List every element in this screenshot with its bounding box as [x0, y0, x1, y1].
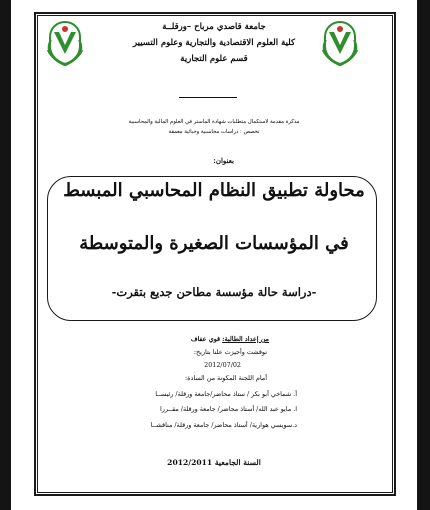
university-name: جامعة قاصدي مرباح –ورقلــة [162, 22, 266, 32]
specialty-line: تخصص : دراسات محاسبية وجبائية معمقة [168, 129, 260, 135]
committee-heading: أمام اللجنة المكونة من السادة: [184, 374, 267, 382]
committee-member: ا. مايو عبد الله/ أستاذ محاضر/ جامعة ورقلة/ مقــررا [159, 405, 297, 413]
faculty-name: كلية العلوم الاقتصادية والتجارية وعلوم التسيير [132, 38, 296, 48]
defense-date: 2012/07/02 [204, 361, 241, 369]
memo-line: مذكرة مقدمة لاستكمال متطلبات شهادة الماستر في العلوم المالية والمحاسبية [128, 119, 300, 125]
thesis-subtitle: -دراسة حالة مؤسسة مطاحن جديع بتقرت- [111, 285, 317, 299]
academic-year: السنة الجامعية 2012/2011 [167, 458, 261, 467]
defense-line: نوقشت وأجيزت علنا بتاريخ: [193, 348, 267, 356]
committee-member: أ. شماخي أبو بكر / ستاذ محاضر/جامعة ورقلة/ رئيســا [155, 390, 297, 398]
title-label: بعنوان: [213, 156, 234, 165]
student-name: قوي عفاف [190, 335, 221, 343]
student-label: من إعداد الطالبة: [222, 335, 269, 343]
separator-line [179, 97, 237, 98]
document-page [11, 0, 417, 510]
department-name: قسم علوم التجارية [180, 54, 248, 64]
committee-member: د.سويسي هوارية/ أستاذ محاضر/ جامعة ورقلة/ مناقشــا [150, 421, 297, 429]
student-line [191, 335, 269, 343]
thesis-title-line-2: في المؤسسات الصغيرة والمتوسطة [79, 233, 349, 254]
thesis-title-line-1: محاولة تطبيق النظام المحاسبي المبسط [63, 180, 365, 201]
